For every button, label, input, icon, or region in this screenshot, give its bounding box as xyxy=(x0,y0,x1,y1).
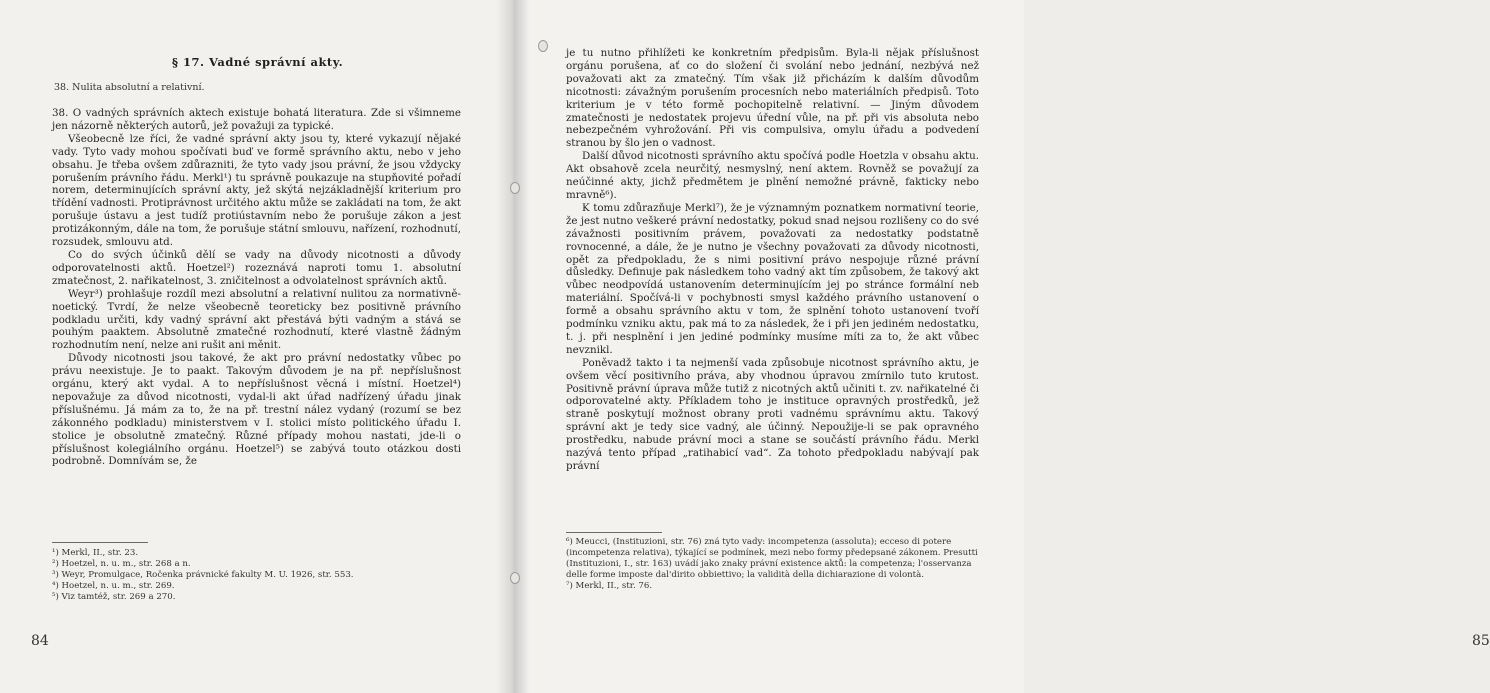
footnote: ⁵) Viz tamtéž, str. 269 a 270. xyxy=(52,592,176,603)
left-body-text xyxy=(52,107,461,468)
paragraph: Weyr³) prohlašuje rozdíl mezi absolutní a relativní nulitou za normativně-noetický. Tvrdí, že nelze všeobecně teoreticky bez positivně právního podkladu určiti, kdy vadný správní akt přestává býti vadným a stává se pouhým paaktem. Absolutně zmatečné rozhodnutí, které vlastně žádným rozhodnutím není, nelze ani rušit ani měnit. xyxy=(52,287,461,352)
page-number-right: 85 xyxy=(1472,633,1490,649)
footnote: ⁴) Hoetzel, n. u. m., str. 269. xyxy=(52,581,175,592)
paragraph: 38. O vadných správních aktech existuje bohatá literatura. Zde si všimneme jen názorně některých autorů, jež považuji za typické. xyxy=(52,107,461,132)
footnote: ¹) Merkl, II., str. 23. xyxy=(52,548,139,558)
left-footnotes xyxy=(52,548,461,603)
paragraph: je tu nutno přihlížeti ke konkretním předpisům. Byla-li nějak příslušnost orgánu porušena, ať co do složení či svolání nebo jednání, nezbývá než považovati akt za zmatečný. Tím však již přicházím k dalším důvodům nicotnosti: závažným porušením procesních nebo materiálních předpisů. Toto kriterium je v této formě pochopitelně relativní. — Jiným důvodem zmatečnosti je nedostatek projevu úřední vůle, na př. při vis absoluta nebo nebezpečném vyhrožování. Při vis compulsiva, omylu úřadu a podvedení stranou by šlo jen o vadnost. xyxy=(566,47,979,150)
right-page xyxy=(512,0,1490,693)
paragraph: Důvody nicotnosti jsou takové, že akt pro právní nedostatky vůbec po právu neexistuje. Je to paakt. Takovým důvodem je na př. nepříslušnost orgánu, který akt vydal. A to nepříslušnost věcná i místní. Hoetzel⁴) nepovažuje za důvod nicotnosti, vydal-li akt úřad nadřízený úřadu jinak příslušnému. Já mám za to, že na př. trestní nález vydaný (rozumí se bez zákonného podkladu) ministerstvem v I. stolici místo politického úřadu I. stolice je obsolutně zmatečný. Různé případy mohou nastati, jde-li o příslušnost kolegiálního orgánu. Hoetzel⁵) se zabývá touto otázkou dosti podrobně. Domnívám se, že xyxy=(52,352,461,468)
paragraph: Co do svých účinků dělí se vady na důvody nicotnosti a důvody odporovatelnosti aktů. Hoetzel²) rozeznává naproti tomu 1. absolutní zmatečnost, 2. nařikatelnost, 3. zničitelnost a odvolatelnost správních aktů. xyxy=(52,248,461,287)
right-body-text xyxy=(566,47,979,473)
footnote-divider xyxy=(566,532,662,533)
page-number-left: 84 xyxy=(31,633,49,649)
binding-hole xyxy=(510,572,520,584)
binding-hole xyxy=(510,182,520,194)
book-gutter xyxy=(496,0,530,693)
footnote: ⁷) Merkl, II., str. 76. xyxy=(566,581,653,592)
footnote: ³) Weyr, Promulgace, Ročenka právnické fakulty M. U. 1926, str. 553. xyxy=(52,570,354,581)
binding-hole xyxy=(538,40,548,52)
paragraph: Všeobecně lze říci, že vadné správní akty jsou ty, které vykazují nějaké vady. Tyto vady mohou spočívati buď ve formě správního aktu, nebo v jeho obsahu. Je třeba ovšem zdůrazniti, že tyto vady jsou právní, že jsou vždycky porušením právního řádu. Merkl¹) tu správně poukazuje na stupňovité pořadí norem, determinujících správní akty, jež skýtá nejzákladnější kriterium pro třídění vadnosti. Protiprávnost určitého aktu může se zakládati na tom, že akt porušuje ústavu a jest tudíž protiústavním nebo že porušuje zákon a jest protizákonným, dále na tom, že porušuje státní smlouvu, nařízení, rozhodnutí, rozsudek, smlouvu atd. xyxy=(52,132,461,249)
section-title: § 17. Vadné správní akty. xyxy=(172,55,344,69)
footnote-divider xyxy=(52,542,148,543)
footnote: ²) Hoetzel, n. u. m., str. 268 a n. xyxy=(52,559,191,570)
left-page xyxy=(0,0,512,693)
paragraph: Další důvod nicotnosti správního aktu spočívá podle Hoetzla v obsahu aktu. Akt obsahově zcela neurčitý, nesmyslný, není aktem. Rovněž se považují za neúčinné akty, jichž předmětem je plnění nemožné právně, fakticky nebo mravně⁶). xyxy=(566,150,979,201)
right-footnotes xyxy=(566,537,979,592)
paragraph: Poněvadž takto i ta nejmenší vada způsobuje nicotnost správního aktu, je ovšem věcí positivního práva, aby vhodnou úpravou zmírnilo tuto krutost. Positivně právní úprava může tutiž z nicotných aktů učiniti t. zv. nařikatelné či odporovatelné akty. Příkladem toho je instituce opravných prostředků, jež straně poskytují možnost obrany proti vadnému správnímu aktu. Takový správní akt je tedy sice vadný, ale účinný. Nepoužije-li se pak opravného prostředku, nabude právní moci a stane se součástí právního řádu. Merkl nazývá tento případ „ratihabicí vad“. Za tohoto předpokladu nabývají pak právní xyxy=(566,356,979,472)
footnote: ⁶) Meucci, (Instituzioni, str. 76) zná tyto vady: incompetenza (assoluta); ecceso di potere (incompetenza relativa), týkající se podmínek, mezi nebo formy předepsané zákonem. Presutti (Instituzioni, I., str. 163) uvádí jako znaky právní existence aktů: la competenza; l'osservanza delle forme imposte dal'dirito obbiettivo; la validità della dichiarazione di volontà. xyxy=(566,537,978,581)
paragraph: K tomu zdůrazňuje Merkl⁷), že je významným poznatkem normativní teorie, že jest nutno veškeré právní nedostatky, pokud snad nejsou rozlišeny co do své závažnosti positivním právem, považovati za nedostatky podstatně rovnocenné, a dále, že je nutno je všechny považovati za důvody nicotnosti, opět za předpokladu, že s nimi positivní právo nespojuje různé právní důsledky. Definuje pak následkem toho vadný akt tím způsobem, že takový akt vůbec neodpovídá ustanovením determinujícím jej po stránce formální neb materiální. Spočívá-li v pochybnosti smysl každého právního ustanovení o formě a obsahu správního aktu v tom, že splnění tohoto ustanovení tvoří podmínku vzniku aktu, pak má to za následek, že i při jen jediném nedostatku, t. j. při nesplnění i jen jediné podmínky musíme míti za to, že akt vůbec nevznikl. xyxy=(566,201,979,356)
subsection-heading: 38. Nulita absolutní a relativní. xyxy=(54,82,205,93)
